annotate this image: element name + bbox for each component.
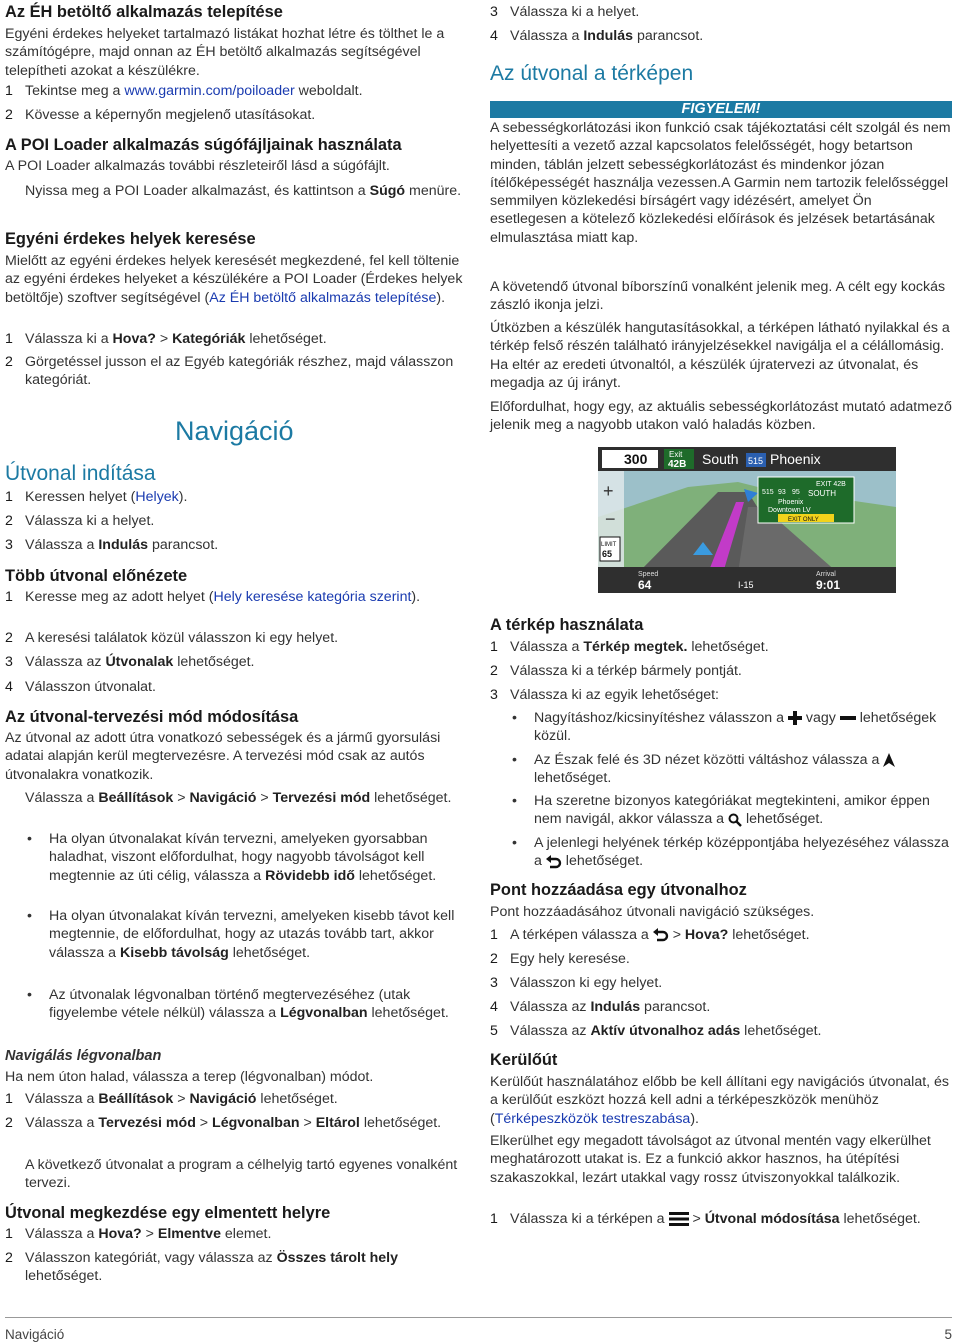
step-item: 5 Válassza az Aktív útvonalhoz adás lehetőséget.	[490, 1023, 822, 1039]
section-title-custom-poi-search: Egyéni érdekes helyek keresése	[5, 230, 256, 248]
map-destination: Phoenix	[770, 451, 821, 467]
back-arrow-icon	[653, 928, 669, 942]
bullet-item: • Ha olyan útvonalakat kíván tervezni, amelyeken gyorsabban haladhat, viszont előfordulhat, hogy nagyobb távolságot kell megtennie az úti célig, válassza a Rövidebb idő lehetőséget.	[27, 831, 437, 884]
bullet-item: • Ha olyan útvonalakat kíván tervezni, amelyeken kisebb távot kell megtennie, de előfordulhat, hogy az utazás tovább tart, akkor válassza a Kisebb távolság lehetőséget.	[27, 908, 455, 961]
sign-city2: Downtown LV	[768, 507, 811, 514]
step-item: 4 Válassza a Indulás parancsot.	[490, 28, 704, 44]
paragraph-off-road-note: A következő útvonalat a program a célhelyig tartó egyenes vonalként tervezi.	[25, 1157, 458, 1192]
map-exit-label: Exit	[669, 450, 683, 459]
map-route-badge: 515	[748, 456, 764, 466]
paragraph-custom-poi: Mielőtt az egyéni érdekes helyek keresését megkezdené, fel kell töltenie az egyéni érdekes helyeket a készülékére a POI Loader (Érdekes helyek betöltője) szoftver segítségével (Az ÉH betöltő alkalmazás telepítése).	[5, 253, 463, 306]
step-item: 1 Válassza a Térkép megtek. lehetőséget.	[490, 639, 769, 655]
step-item: 1 Válassza ki a térképen a > Útvonal módosítása lehetőséget.	[490, 1211, 921, 1227]
road-name: I-15	[738, 580, 754, 590]
section-title-detour: Kerülőút	[490, 1051, 558, 1069]
page-footer	[5, 1317, 952, 1342]
section-title-start-route: Útvonal indítása	[5, 462, 156, 485]
category-search-link[interactable]: Hely keresése kategória szerint	[213, 589, 412, 605]
section-title-route-mode: Az útvonal-tervezési mód módosítása	[5, 708, 299, 726]
garmin-poiloader-link[interactable]: www.garmin.com/poiloader	[124, 83, 295, 99]
bullet-item: • Az útvonalak légvonalban történő megtervezéséhez (utak figyelembe vétele nélkül) válassza a Légvonalban lehetőséget.	[27, 987, 449, 1022]
section-title-multiple-routes: Több útvonal előnézete	[5, 567, 188, 585]
places-link[interactable]: Helyek	[135, 489, 179, 505]
limit-label: LIMIT	[601, 542, 617, 548]
step-item: 2 Válassza ki a térkép bármely pontját.	[490, 663, 742, 679]
bullet-item: • A jelenlegi helyének térkép középpontjába helyezéséhez válassza a lehetőséget.	[512, 835, 949, 870]
paragraph-open-help: Nyissa meg a POI Loader alkalmazást, és kattintson a Súgó menüre.	[25, 183, 462, 199]
search-icon	[728, 813, 742, 827]
footer-section: Navigáció	[5, 1327, 65, 1342]
sign-city1: Phoenix	[778, 499, 804, 506]
paragraph-guidance: Útközben a készülék hangutasításokkal, a térképen látható nyilakkal és a térkép felső részén található irányjelzésekkel navigálja el a célállomásig. Ha eltér az eredeti útvonaltól, a készülék újratervezi az útvonalat, és megadja az új irányt.	[490, 320, 950, 391]
step-item: 3 Válassza ki az egyik lehetőséget:	[490, 687, 719, 703]
step-item: 1 Válassza a Beállítások > Navigáció lehetőséget.	[5, 1091, 338, 1107]
warning-banner: FIGYELEM!	[490, 101, 952, 118]
section-title-saved-location: Útvonal megkezdése egy elmentett helyre	[5, 1204, 331, 1222]
step-item: 2 Válasszon kategóriát, vagy válassza az Összes tárolt hely lehetőséget.	[5, 1250, 399, 1285]
map-heading: 300	[624, 451, 648, 467]
limit-value: 65	[602, 549, 613, 559]
step-item: 2 A keresési találatok közül válasszon ki egy helyet.	[5, 630, 339, 646]
step-item: 2 Válassza ki a helyet.	[5, 513, 155, 529]
step-item: 2 Egy hely keresése.	[490, 951, 630, 967]
map-tools-link[interactable]: Térképeszközök testreszabása	[494, 1110, 691, 1127]
sign-exit: EXIT 42B	[816, 481, 846, 488]
paragraph-poi-loader-intro: Egyéni érdekes helyeket tartalmazó listákat hozhat létre és tölthet le a számítógépre, majd onnan az ÉH betöltő alkalmazás segítségével telepítheti azokat a készülékre.	[5, 26, 445, 79]
step-item: 2 Görgetéssel jusson el az Egyéb kategóriák részhez, majd válasszon kategóriát.	[5, 354, 454, 389]
bullet-item: • Ha szeretne bizonyos kategóriákat megtekinteni, amikor éppen nem navigál, akkor válassza a lehetőséget.	[512, 793, 930, 828]
step-item: 3 Válassza ki a helyet.	[490, 4, 640, 20]
paragraph-speed-limit: Előfordulhat, hogy egy, az aktuális sebességkorlátozást mutató adatmező jelenik meg a nagyobb utakon való haladás közben.	[490, 399, 952, 434]
paragraph-route-color: A követendő útvonal bíborszínű vonalként jelenik meg. A célt egy kockás zászló ikonja jelzi.	[490, 279, 946, 314]
back-arrow-icon	[546, 855, 562, 869]
step-item: 1 Tekintse meg a www.garmin.com/poiloader weboldalt.	[5, 83, 363, 99]
sign-route3: 95	[792, 489, 800, 496]
map-exit-num: 42B	[668, 459, 687, 470]
map-direction: South	[702, 451, 739, 467]
zoom-out-icon[interactable]: −	[605, 509, 616, 529]
section-title-using-map: A térkép használata	[490, 616, 644, 634]
chapter-title: Navigáció	[175, 416, 294, 446]
step-item: 4 Válassza az Indulás parancsot.	[490, 999, 711, 1015]
arrival-label: Arrival	[816, 571, 836, 578]
paragraph-route-mode-instruction: Válassza a Beállítások > Navigáció > Tervezési mód lehetőséget.	[25, 790, 452, 806]
north-up-arrow-icon	[883, 753, 895, 767]
step-item: 1 Válassza a Hova? > Elmentve elemet.	[5, 1226, 272, 1242]
step-item: 3 Válassza a Indulás parancsot.	[5, 537, 219, 553]
speed-label: Speed	[638, 571, 659, 578]
paragraph-poi-help: A POI Loader alkalmazás további részleteiről lásd a súgófájlt.	[5, 158, 390, 174]
section-title-poi-loader-install: Az ÉH betöltő alkalmazás telepítése	[5, 3, 283, 21]
warning-text: A sebességkorlátozási ikon funkció csak tájékoztatási célt szolgál és nem helyettesíti a vezető azzal kapcsolatos felelősségét, hogy betartson minden, táblán jelzett sebességkorlátozást és mindenkor józan ítélőképességét használja vezessen.A Garmin nem tartozik felelősséggel semmilyen közlekedési bírságért vagy idézésért, amelyet Ön esetlegesen a kötelező közlekedési előírások és jelzések betartásának elmulasztása miatt kap.	[490, 120, 951, 246]
section-title-off-road: Navigálás légvonalban	[5, 1048, 162, 1064]
zoom-in-icon[interactable]: +	[603, 481, 614, 501]
step-item: 2 Kövesse a képernyőn megjelenő utasításokat.	[5, 107, 316, 123]
paragraph-add-point: Pont hozzáadásához útvonali navigáció szükséges.	[490, 904, 815, 920]
step-item: 1 Keressen helyet (Helyek).	[5, 489, 188, 505]
sign-exit-only: EXIT ONLY	[788, 517, 819, 523]
step-item: 1 Válassza ki a Hova? > Kategóriák lehetőséget.	[5, 331, 327, 347]
section-title-add-point: Pont hozzáadása egy útvonalhoz	[490, 881, 747, 899]
sign-south: SOUTH	[808, 489, 836, 498]
paragraph-route-mode: Az útvonal az adott útra vonatkozó sebességek és a jármű gyorsulási adatai alapján kerül megtervezésre. A tervezési mód csak az autós útvonalakra vonatkozik.	[5, 730, 441, 783]
page-number: 5	[944, 1327, 952, 1342]
bullet-item: • Az Észak felé és 3D nézet közötti váltáshoz válassza a lehetőséget.	[490, 751, 952, 788]
paragraph-detour-2: Elkerülhet egy megadott távolságot az útvonal mentén vagy elkerülhet meghatározott utakat is. Ez a funkció akkor hasznos, ha útépítési szakaszokkal, lezárt utakkal vagy rossz útviszonyokkal találkozik.	[490, 1133, 931, 1186]
poi-loader-install-link[interactable]: Az ÉH betöltő alkalmazás telepítése	[209, 289, 437, 306]
menu-icon	[669, 1212, 689, 1226]
zoom-minus-icon	[840, 711, 856, 725]
step-item: 4 Válasszon útvonalat.	[5, 679, 156, 695]
paragraph-off-road: Ha nem úton halad, válassza a terep (légvonalban) módot.	[5, 1069, 374, 1085]
bullet-item: • Nagyításhoz/kicsinyítéshez válasszon a vagy lehetőségek közül.	[512, 710, 937, 745]
sign-route1: 515	[762, 489, 774, 496]
zoom-plus-icon	[788, 711, 802, 725]
section-title-route-on-map: Az útvonal a térképen	[490, 62, 694, 85]
sign-route2: 93	[778, 489, 786, 496]
step-item: 3 Válasszon ki egy helyet.	[490, 975, 663, 991]
navigation-map-screenshot	[598, 447, 896, 593]
step-item: 1 A térképen válassza a > Hova? lehetőséget.	[490, 927, 810, 943]
step-item: 2 Válassza a Tervezési mód > Légvonalban > Eltárol lehetőséget.	[5, 1115, 442, 1131]
arrival-value: 9:01	[816, 578, 841, 592]
section-title-poi-help: A POI Loader alkalmazás súgófájljainak használata	[5, 136, 402, 154]
step-item: 3 Válassza az Útvonalak lehetőséget.	[5, 654, 255, 670]
paragraph-detour-1: Kerülőút használatához előbb be kell állítani egy navigációs útvonalat, és a kerülőút eszközt hozzá kell adni a térképeszközök menühöz (Térképeszközök testreszabása).	[490, 1074, 950, 1127]
speed-value: 64	[638, 578, 652, 592]
step-item: 1 Keresse meg az adott helyet (Hely keresése kategória szerint).	[5, 589, 421, 605]
